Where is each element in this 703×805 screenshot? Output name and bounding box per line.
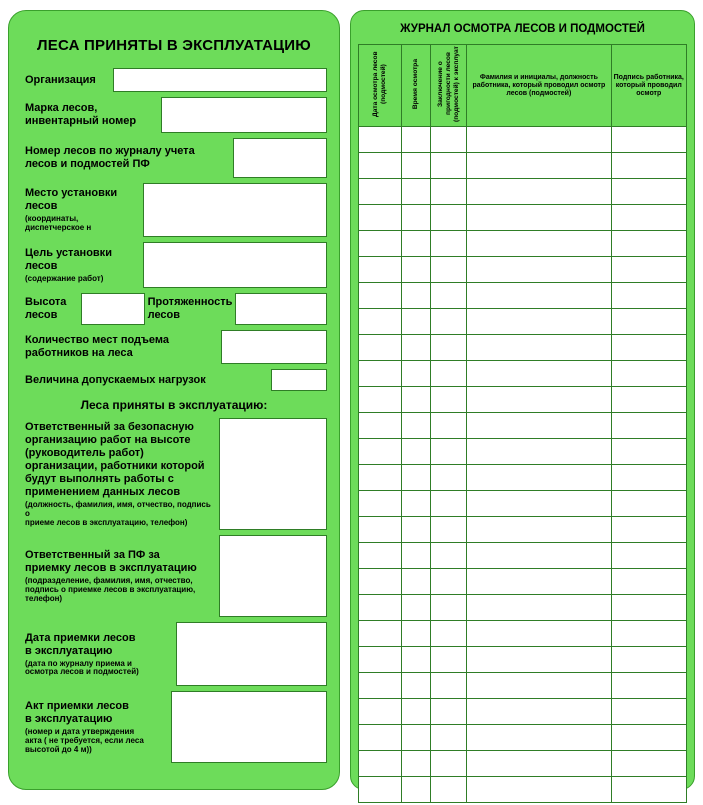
- table-cell[interactable]: [431, 673, 467, 699]
- acceptance-date-line1: Дата приемки лесов: [25, 631, 136, 644]
- field-brand: [21, 97, 327, 133]
- inspection-journal-card: [350, 10, 695, 790]
- field-input-acceptance-act[interactable]: [171, 691, 327, 763]
- field-input-loads[interactable]: [271, 369, 327, 391]
- table-cell[interactable]: [359, 569, 402, 595]
- table-cell[interactable]: [611, 361, 686, 387]
- table-cell[interactable]: [401, 517, 431, 543]
- table-row: [359, 569, 687, 595]
- column-header-time-label: Время осмотра: [411, 59, 419, 110]
- field-input-brand[interactable]: [161, 97, 327, 133]
- table-cell[interactable]: [467, 751, 611, 777]
- table-cell[interactable]: [359, 231, 402, 257]
- table-cell[interactable]: [359, 543, 402, 569]
- length-label-line1: Протяженность: [147, 296, 233, 309]
- table-cell[interactable]: [431, 257, 467, 283]
- table-cell[interactable]: [401, 673, 431, 699]
- table-row: [359, 725, 687, 751]
- table-row: [359, 387, 687, 413]
- table-cell[interactable]: [467, 335, 611, 361]
- table-cell[interactable]: [431, 127, 467, 153]
- table-cell[interactable]: [431, 179, 467, 205]
- table-cell[interactable]: [401, 231, 431, 257]
- column-header-conclusion: [431, 45, 467, 127]
- table-cell[interactable]: [467, 465, 611, 491]
- table-cell[interactable]: [401, 361, 431, 387]
- responsible1-sub2: приеме лесов в эксплуатацию, телефон): [25, 517, 188, 527]
- table-cell[interactable]: [359, 673, 402, 699]
- table-row: [359, 179, 687, 205]
- table-cell[interactable]: [611, 595, 686, 621]
- column-header-date-label: Дата осмотра лесов (подмостей): [371, 51, 387, 118]
- field-label-height: [21, 293, 81, 325]
- table-cell[interactable]: [467, 205, 611, 231]
- table-cell[interactable]: [611, 699, 686, 725]
- table-cell[interactable]: [611, 309, 686, 335]
- field-acceptance-act: [21, 691, 327, 763]
- responsible2-sub1: (подразделение, фамилия, имя, отчество,: [25, 576, 193, 586]
- field-input-length[interactable]: [235, 293, 327, 325]
- table-row: [359, 751, 687, 777]
- table-cell[interactable]: [431, 413, 467, 439]
- table-cell[interactable]: [359, 335, 402, 361]
- table-cell[interactable]: [611, 257, 686, 283]
- table-cell[interactable]: [467, 257, 611, 283]
- table-cell[interactable]: [359, 465, 402, 491]
- table-cell[interactable]: [359, 309, 402, 335]
- journal-title: ЖУРНАЛ ОСМОТРА ЛЕСОВ И ПОДМОСТЕЙ: [400, 23, 645, 35]
- table-cell[interactable]: [611, 387, 686, 413]
- table-cell[interactable]: [359, 283, 402, 309]
- table-row: [359, 127, 687, 153]
- table-cell[interactable]: [431, 777, 467, 803]
- table-cell[interactable]: [359, 153, 402, 179]
- table-cell[interactable]: [359, 361, 402, 387]
- page-title: ЛЕСА ПРИНЯТЫ В ЭКСПЛУАТАЦИЮ: [37, 37, 311, 54]
- table-cell[interactable]: [611, 725, 686, 751]
- table-row: [359, 257, 687, 283]
- table-cell[interactable]: [401, 725, 431, 751]
- field-purpose: [21, 242, 327, 288]
- table-cell[interactable]: [611, 413, 686, 439]
- table-header-row: [359, 45, 687, 127]
- field-lift-places: [21, 330, 327, 364]
- table-cell[interactable]: [401, 595, 431, 621]
- table-row: [359, 153, 687, 179]
- table-cell[interactable]: [611, 777, 686, 803]
- field-label-journal-number: [21, 138, 233, 178]
- table-row: [359, 205, 687, 231]
- table-cell[interactable]: [611, 153, 686, 179]
- column-header-date: [359, 45, 402, 127]
- table-cell[interactable]: [401, 543, 431, 569]
- table-cell[interactable]: [467, 699, 611, 725]
- field-label-brand: [21, 97, 161, 133]
- table-cell[interactable]: [431, 621, 467, 647]
- field-label-acceptance-act: [21, 691, 171, 763]
- table-row: [359, 777, 687, 803]
- table-cell[interactable]: [359, 179, 402, 205]
- field-input-place[interactable]: [143, 183, 327, 237]
- field-journal-number: [21, 138, 327, 178]
- table-cell[interactable]: [359, 205, 402, 231]
- table-cell[interactable]: [401, 777, 431, 803]
- table-cell[interactable]: [401, 647, 431, 673]
- responsible1-line5: будут выполнять работы с: [25, 473, 174, 486]
- table-cell[interactable]: [611, 179, 686, 205]
- table-cell[interactable]: [401, 283, 431, 309]
- table-cell[interactable]: [401, 465, 431, 491]
- field-input-responsible-safety[interactable]: [219, 418, 327, 530]
- table-cell[interactable]: [431, 335, 467, 361]
- table-row: [359, 595, 687, 621]
- responsible1-sub1: (должность, фамилия, имя, отчество, подпись о: [25, 500, 211, 518]
- table-row: [359, 465, 687, 491]
- field-label-length: [145, 293, 235, 325]
- acceptance-card: [8, 10, 340, 790]
- field-height-length: [21, 293, 327, 325]
- acceptance-act-sub1: (номер и дата утверждения: [25, 727, 135, 737]
- table-row: [359, 517, 687, 543]
- field-label-place: [21, 183, 143, 237]
- place-label-sub: (координаты, диспетчерское н: [25, 214, 92, 233]
- acceptance-act-sub3: высотой до 4 м)): [25, 744, 92, 754]
- field-input-lift-places[interactable]: [221, 330, 327, 364]
- responsible1-line1: Ответственный за безопасную: [25, 421, 194, 434]
- table-cell[interactable]: [431, 725, 467, 751]
- journal-number-label-line2: лесов и подмостей ПФ: [25, 158, 150, 171]
- table-cell[interactable]: [401, 751, 431, 777]
- table-cell[interactable]: [359, 699, 402, 725]
- table-cell[interactable]: [467, 127, 611, 153]
- field-acceptance-date: [21, 622, 327, 686]
- table-body: [359, 127, 687, 803]
- table-cell[interactable]: [611, 517, 686, 543]
- table-row: [359, 283, 687, 309]
- acceptance-act-line2: в эксплуатацию: [25, 713, 113, 726]
- table-cell[interactable]: [431, 699, 467, 725]
- table-cell[interactable]: [431, 283, 467, 309]
- table-cell[interactable]: [359, 647, 402, 673]
- table-cell[interactable]: [611, 569, 686, 595]
- length-label-line2: лесов: [147, 309, 181, 322]
- table-row: [359, 309, 687, 335]
- field-label-loads: Величина допускаемых нагрузок: [25, 373, 206, 386]
- height-label-line1: Высота: [25, 296, 67, 309]
- column-header-inspector: Фамилия и инициалы, должность работника, который проводил осмотр лесов (подмостей): [467, 45, 611, 127]
- table-cell[interactable]: [401, 179, 431, 205]
- table-cell[interactable]: [467, 569, 611, 595]
- table-row: [359, 543, 687, 569]
- table-row: [359, 439, 687, 465]
- brand-label-line1: Марка лесов,: [25, 102, 98, 115]
- table-cell[interactable]: [611, 127, 686, 153]
- table-cell[interactable]: [467, 439, 611, 465]
- table-cell[interactable]: [431, 595, 467, 621]
- table-cell[interactable]: [359, 387, 402, 413]
- field-place: [21, 183, 327, 237]
- table-cell[interactable]: [611, 647, 686, 673]
- field-label-purpose: [21, 242, 143, 288]
- table-cell[interactable]: [431, 387, 467, 413]
- table-cell[interactable]: [467, 595, 611, 621]
- table-cell[interactable]: [359, 413, 402, 439]
- table-cell[interactable]: [359, 491, 402, 517]
- field-input-acceptance-date[interactable]: [176, 622, 327, 686]
- table-cell[interactable]: [431, 465, 467, 491]
- table-cell[interactable]: [431, 569, 467, 595]
- table-row: [359, 335, 687, 361]
- responsible1-line4: организации, работники которой: [25, 460, 205, 473]
- table-row: [359, 361, 687, 387]
- brand-label-line2: инвентарный номер: [25, 115, 137, 128]
- responsible1-line2: организацию работ на высоте: [25, 434, 191, 447]
- table-cell[interactable]: [401, 153, 431, 179]
- purpose-label-sub: (содержание работ): [25, 273, 104, 283]
- field-loads: [21, 369, 327, 391]
- acceptance-act-line1: Акт приемки лесов: [25, 700, 129, 713]
- table-cell[interactable]: [359, 777, 402, 803]
- field-input-organization[interactable]: [113, 68, 327, 92]
- field-label-acceptance-date: [21, 622, 176, 686]
- column-header-conclusion-label: Заключение о пригодности лесов (подмостей) к эксплуат: [436, 46, 460, 123]
- table-cell[interactable]: [431, 205, 467, 231]
- table-cell[interactable]: [359, 517, 402, 543]
- lift-places-label-line2: работников на леса: [25, 347, 133, 360]
- table-cell[interactable]: [467, 491, 611, 517]
- table-cell[interactable]: [467, 413, 611, 439]
- table-cell[interactable]: [611, 231, 686, 257]
- table-row: [359, 491, 687, 517]
- table-cell[interactable]: [611, 335, 686, 361]
- table-cell[interactable]: [467, 179, 611, 205]
- table-cell[interactable]: [431, 543, 467, 569]
- column-header-time: [401, 45, 431, 127]
- table-row: [359, 413, 687, 439]
- place-label-line2: лесов: [25, 200, 58, 213]
- table-row: [359, 673, 687, 699]
- table-cell[interactable]: [431, 231, 467, 257]
- table-cell[interactable]: [401, 335, 431, 361]
- responsible2-sub3: телефон): [25, 593, 63, 603]
- table-cell[interactable]: [431, 439, 467, 465]
- table-row: [359, 231, 687, 257]
- table-cell[interactable]: [401, 699, 431, 725]
- responsible2-line1: Ответственный за ПФ за: [25, 549, 160, 562]
- table-cell[interactable]: [467, 543, 611, 569]
- acceptance-date-sub2: осмотра лесов и подмостей): [25, 667, 139, 677]
- acceptance-act-sub2: акта ( не требуется, если леса: [25, 735, 144, 745]
- field-organization: [21, 68, 327, 92]
- field-input-responsible-pf[interactable]: [219, 535, 327, 617]
- table-cell[interactable]: [611, 283, 686, 309]
- field-input-height[interactable]: [81, 293, 145, 325]
- responsible1-line3: (руководитель работ): [25, 447, 144, 460]
- table-cell[interactable]: [467, 361, 611, 387]
- table-cell[interactable]: [359, 751, 402, 777]
- table-cell[interactable]: [467, 777, 611, 803]
- table-cell[interactable]: [401, 439, 431, 465]
- table-row: [359, 621, 687, 647]
- table-cell[interactable]: [401, 257, 431, 283]
- field-label-lift-places: [21, 330, 221, 364]
- inspection-journal-table: [358, 44, 687, 803]
- section-title-acceptance: Леса приняты в эксплуатацию:: [80, 398, 268, 413]
- table-cell[interactable]: [359, 257, 402, 283]
- table-cell[interactable]: [359, 439, 402, 465]
- field-label-responsible-pf: [21, 535, 219, 617]
- table-cell[interactable]: [467, 647, 611, 673]
- table-cell[interactable]: [431, 491, 467, 517]
- table-cell[interactable]: [401, 569, 431, 595]
- table-cell[interactable]: [611, 621, 686, 647]
- table-row: [359, 647, 687, 673]
- responsible1-line6: применением данных лесов: [25, 486, 181, 499]
- table-cell[interactable]: [467, 673, 611, 699]
- table-cell[interactable]: [611, 439, 686, 465]
- table-cell[interactable]: [467, 517, 611, 543]
- field-responsible-safety: [21, 418, 327, 530]
- table-cell[interactable]: [401, 413, 431, 439]
- table-cell[interactable]: [359, 127, 402, 153]
- responsible2-line2: приемку лесов в эксплуатацию: [25, 562, 197, 575]
- table-cell[interactable]: [467, 621, 611, 647]
- height-label-line2: лесов: [25, 309, 58, 322]
- table-cell[interactable]: [467, 725, 611, 751]
- table-cell[interactable]: [431, 361, 467, 387]
- table-cell[interactable]: [611, 465, 686, 491]
- table-cell[interactable]: [401, 491, 431, 517]
- table-cell[interactable]: [431, 647, 467, 673]
- table-cell[interactable]: [401, 309, 431, 335]
- table-cell[interactable]: [611, 673, 686, 699]
- purpose-label-line2: лесов: [25, 259, 58, 272]
- table-cell[interactable]: [467, 387, 611, 413]
- table-cell[interactable]: [431, 309, 467, 335]
- table-cell[interactable]: [467, 153, 611, 179]
- acceptance-date-line2: в эксплуатацию: [25, 644, 113, 657]
- place-label-line1: Место установки: [25, 187, 118, 200]
- table-cell[interactable]: [431, 751, 467, 777]
- table-cell[interactable]: [359, 621, 402, 647]
- field-input-journal-number[interactable]: [233, 138, 327, 178]
- table-cell[interactable]: [467, 283, 611, 309]
- field-label-organization: Организация: [25, 73, 96, 86]
- table-cell[interactable]: [611, 751, 686, 777]
- field-label-responsible-safety: [21, 418, 219, 530]
- responsible2-sub2: подпись о приемке лесов в эксплуатацию,: [25, 584, 196, 594]
- column-header-signature: Подпись работника, который проводил осмотр: [611, 45, 686, 127]
- journal-number-label-line1: Номер лесов по журналу учета: [25, 145, 195, 158]
- purpose-label-line1: Цель установки: [25, 246, 112, 259]
- table-cell[interactable]: [467, 231, 611, 257]
- lift-places-label-line1: Количество мест подъема: [25, 334, 169, 347]
- table-cell[interactable]: [431, 517, 467, 543]
- table-cell[interactable]: [611, 491, 686, 517]
- field-input-purpose[interactable]: [143, 242, 327, 288]
- table-cell[interactable]: [401, 621, 431, 647]
- table-cell[interactable]: [359, 725, 402, 751]
- table-cell[interactable]: [467, 309, 611, 335]
- acceptance-date-sub1: (дата по журналу приема и: [25, 658, 132, 668]
- table-cell[interactable]: [401, 205, 431, 231]
- table-cell[interactable]: [401, 387, 431, 413]
- field-responsible-pf: [21, 535, 327, 617]
- table-cell[interactable]: [359, 595, 402, 621]
- table-cell[interactable]: [611, 205, 686, 231]
- table-row: [359, 699, 687, 725]
- table-cell[interactable]: [401, 127, 431, 153]
- table-cell[interactable]: [611, 543, 686, 569]
- table-cell[interactable]: [431, 153, 467, 179]
